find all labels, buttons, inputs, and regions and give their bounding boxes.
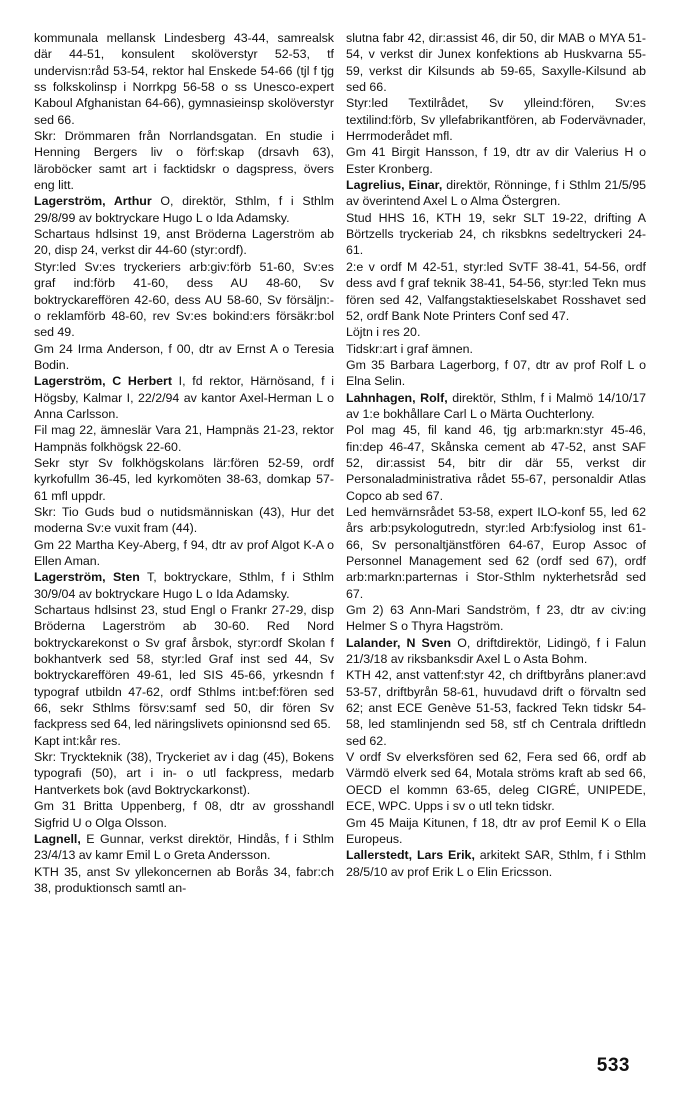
entry-paragraph [34,128,334,193]
entry-text: O, driftdirektör, Lidingö, f i Falun 21/3/18 av riksbanksdir Axel L o Asta Bohm. [346,635,646,667]
entry-text: V ordf Sv elverksfören sed 62, Fera sed 66, ordf ab Värmdö elverk sed 64, Motala ströms kraft ab sed 66, OECD el kommn 63-65, deleg CIGRÉ, UNIPEDE, ECE, WPC. Upps i sv o utl tekn tidskr. [346,750,646,814]
entry-paragraph [34,226,334,259]
entry-paragraph [34,749,334,798]
entry-paragraph [346,422,646,504]
entry-text: Gm 45 Maija Kitunen, f 18, dtr av prof Eemil K o Ella Europeus. [346,815,646,846]
entry-text: T, boktryckare, Sthlm, f i Sthlm 30/9/04 av boktryckare Hugo L o Ida Adamsky. [34,570,334,601]
entry-text: Löjtn i res 20. [346,325,421,340]
entry-paragraph [346,815,646,848]
entry-text: slutna fabr 42, dir:assist 46, dir 50, dir MAB o MYA 51-54, v verkst dir Junex konfektions ab Huskvarna 55-59, verkst dir Kilsunds ab 59-65, Saxylle-Kilsund ab sed 66. [346,31,646,95]
entry-paragraph [346,144,646,177]
entry-text: Sekr styr Sv folkhögskolans lär:fören 52-59, ordf kyrkofullm 36-45, led kyrkomöten 38-63, domkap 57-61 mfl uppdr. [34,455,334,503]
entry-text: E Gunnar, verkst direktör, Hindås, f i Sthlm 23/4/13 av kamr Emil L o Greta Andersson. [34,831,334,863]
entry-paragraph [34,733,334,749]
entry-name: Lahnhagen, Rolf, [346,390,448,405]
entry-text: Kapt int:kår res. [34,733,121,748]
entry-text: KTH 35, anst Sv yllekoncernen ab Borås 34, fabr:ch 38, produktionsch samtl an- [34,864,334,895]
entry-text: direktör, Sthlm, f i Malmö 14/10/17 av 1:e bokhållare Carl L o Märta Ouchterlony. [346,390,647,421]
entry-paragraph [34,504,334,537]
entry-paragraph [346,30,646,95]
entry-paragraph [34,455,334,504]
entry-text: Gm 31 Britta Uppenberg, f 08, dtr av grosshandl Sigfrid U o Olga Olsson. [34,799,334,830]
biography-entry [34,831,334,864]
entry-paragraph [346,504,646,602]
entry-paragraph [346,210,646,259]
entry-text: Gm 41 Birgit Hansson, f 19, dtr av dir Valerius H o Ester Kronberg. [346,145,646,176]
entry-text: O, direktör, Sthlm, f i Sthlm 29/8/99 av boktryckare Hugo L o Ida Adamsky. [34,194,334,225]
dictionary-page [34,30,666,1090]
entry-text: KTH 42, anst vattenf:styr 42, ch driftbyråns planer:avd 53-57, driftbyrån 58-61, huvudavd drift o förvaltn sed 62; anst ECE Genève 51-53, fackred Tekn tidskr 54-58, led stamlinjendn sed 58, stf ch Centrala driftledn sed 62. [346,668,646,748]
entry-text: Styr:led Sv:es tryckeriers arb:giv:förb 51-60, Sv:es graf ind:förb 41-60, dess AU 48-60, Sv boktryckareffören 42-60, dess AU 58-60, Sv försäljn:- o reklamförb 48-60, rev Sv:es bokind:ers försäkr:bol sed 49. [34,259,334,340]
entry-paragraph [34,798,334,831]
entry-text: Fil mag 22, ämneslär Vara 21, Hampnäs 21-23, rektor Hampnäs folkhögsk 22-60. [34,423,334,454]
entry-text: Gm 22 Martha Key-Aberg, f 94, dtr av prof Algot K-A o Ellen Aman. [34,537,334,568]
entry-name: Lalander, N Sven [346,635,452,650]
entry-text: Gm 24 Irma Anderson, f 00, dtr av Ernst A o Teresia Bodin. [34,341,334,372]
entry-text: direktör, Rönninge, f i Sthlm 21/5/95 av överintend Axel L o Alma Östergren. [346,178,647,209]
entry-text: Styr:led Textilrådet, Sv ylleind:fören, Sv:es textilind:förb, Sv yllefabrikantfören, ab Fodervävnader, Herrmoderådet mfl. [346,96,646,144]
entry-paragraph [34,30,334,128]
entry-text: 2:e v ordf M 42-51, styr:led SvTF 38-41, 54-56, ordf dess avd f graf teknik 38-41, 54-56, styr:led Tekn mus fören sed 42, Valfangstaktieselskabet Rosshavet sed 52, ordf Bank Note Printers Conf sed 47. [346,259,646,323]
entry-name: Lagerström, Arthur [34,194,152,209]
entry-paragraph [346,667,646,749]
entry-paragraph [346,324,646,340]
entry-paragraph [34,864,334,897]
entry-name: Lagerström, Sten [34,570,140,585]
biography-entry [346,847,646,880]
left-column [34,30,334,896]
entry-text: I, fd rektor, Härnösand, f i Högsby, Kalmar I, 22/2/94 av kantor Axel-Herman L o Anna Carlsson. [34,374,334,421]
entry-paragraph [34,537,334,570]
entry-name: Lagerström, C Herbert [34,374,172,389]
entry-text: arkitekt SAR, Sthlm, f i Sthlm 28/5/10 av prof Erik L o Elin Ericsson. [346,848,647,879]
entry-text: Schartaus hdlsinst 19, anst Bröderna Lagerström ab 20, disp 24, verkst dir 44-60 (styr:ordf). [34,227,334,258]
entry-text: Pol mag 45, fil kand 46, tjg arb:markn:styr 45-46, fin:dep 46-47, Skånska cement ab 47-52, anst SAF 52, dir:assist 54, bitr dir där 55, verkst dir Personaladministrativa rådet 55-67, personaldir Atlas Copco ab sed 67. [346,423,646,503]
entry-paragraph [346,95,646,144]
entry-text: Skr: Tryckteknik (38), Tryckeriet av i dag (45), Bokens typografi (50), art i in- o utl fackpress, medarb Hantverkets bok (avd Boktryckarkonst). [34,750,334,797]
entry-paragraph [34,602,334,733]
entry-paragraph [34,422,334,455]
entry-paragraph [346,341,646,357]
entry-paragraph [34,341,334,374]
entry-name: Lallerstedt, Lars Erik, [346,848,475,863]
entry-name: Lagrelius, Einar, [346,178,443,193]
entry-paragraph [34,259,334,341]
entry-text: Skr: Tio Guds bud o nutidsmänniskan (43), Hur det moderna Sv:e vuxit fram (44). [34,504,334,536]
entry-name: Lagnell, [34,831,81,846]
entry-text: Schartaus hdlsinst 23, stud Engl o Frankr 27-29, disp Bröderna Lagerström ab 30-60. Red Nord boktryckarekonst o Sv graf årsbok, styr:ordf Skolan f bokhantverk sed 58, styr:led Graf inst sed 44, Sv boktryckareffören 49-61, led SIS 45-66, yrkesndn f typograf utbildn 47-62, ordf Sthlms int:bef:fören sed 66, sekr Sthlms försv:samf sed 50, dir fören Sv fackpress sed 64, led näringslivets opinionsnd sed 65. [34,603,334,732]
entry-text: Stud HHS 16, KTH 19, sekr SLT 19-22, drifting A Börtzells tryckeriab 24, ch riksbkns sedeltryckeri 24-61. [346,210,646,258]
biography-entry [346,177,646,210]
biography-entry [34,569,334,602]
entry-text: Gm 35 Barbara Lagerborg, f 07, dtr av prof Rolf L o Elna Selin. [346,357,646,389]
biography-entry [34,373,334,422]
biography-entry [34,193,334,226]
biography-entry [346,635,646,668]
entry-paragraph [346,357,646,390]
entry-text: Skr: Drömmaren från Norrlandsgatan. En studie i Henning Bergers liv o förf:skap (drsavh 63), läroböcker samt art i facktidskr o dagspress, övers eng litt. [34,129,334,193]
entry-paragraph [346,602,646,635]
page-number: 533 [596,1055,630,1076]
entry-text: Tidskr:art i graf ämnen. [346,341,473,356]
biography-entry [346,390,646,423]
entry-paragraph [346,749,646,814]
entry-text: Gm 2) 63 Ann-Mari Sandström, f 23, dtr av civ:ing Helmer S o Thyra Hagström. [346,603,646,634]
entry-text: kommunala mellansk Lindesberg 43-44, samrealsk där 44-51, konsulent skolöverstyr 52-53, tf undervisn:råd 53-54, rektor hal Enskede 54-66 (tjl f tjg ss folkskolinsp i Norrkpg 56-58 o ss Unesco-expert Kaboul Afghanistan 64-66), gymnasieinsp skolöverstyr sed 66. [34,31,334,127]
right-column [346,30,646,880]
entry-text: Led hemvärnsrådet 53-58, expert ILO-konf 55, led 62 års arb:psykologutredn, styr:led Arb:fysiolog inst 61-66, Sv personaltjänstfören 64-67, Europ Assoc of Personnel Management sed 62 (ordf sed 67), ordf arb:markn:parternas i Stor-Sthlm nykterhetsråd sed 67. [346,504,646,601]
entry-paragraph [346,259,646,324]
